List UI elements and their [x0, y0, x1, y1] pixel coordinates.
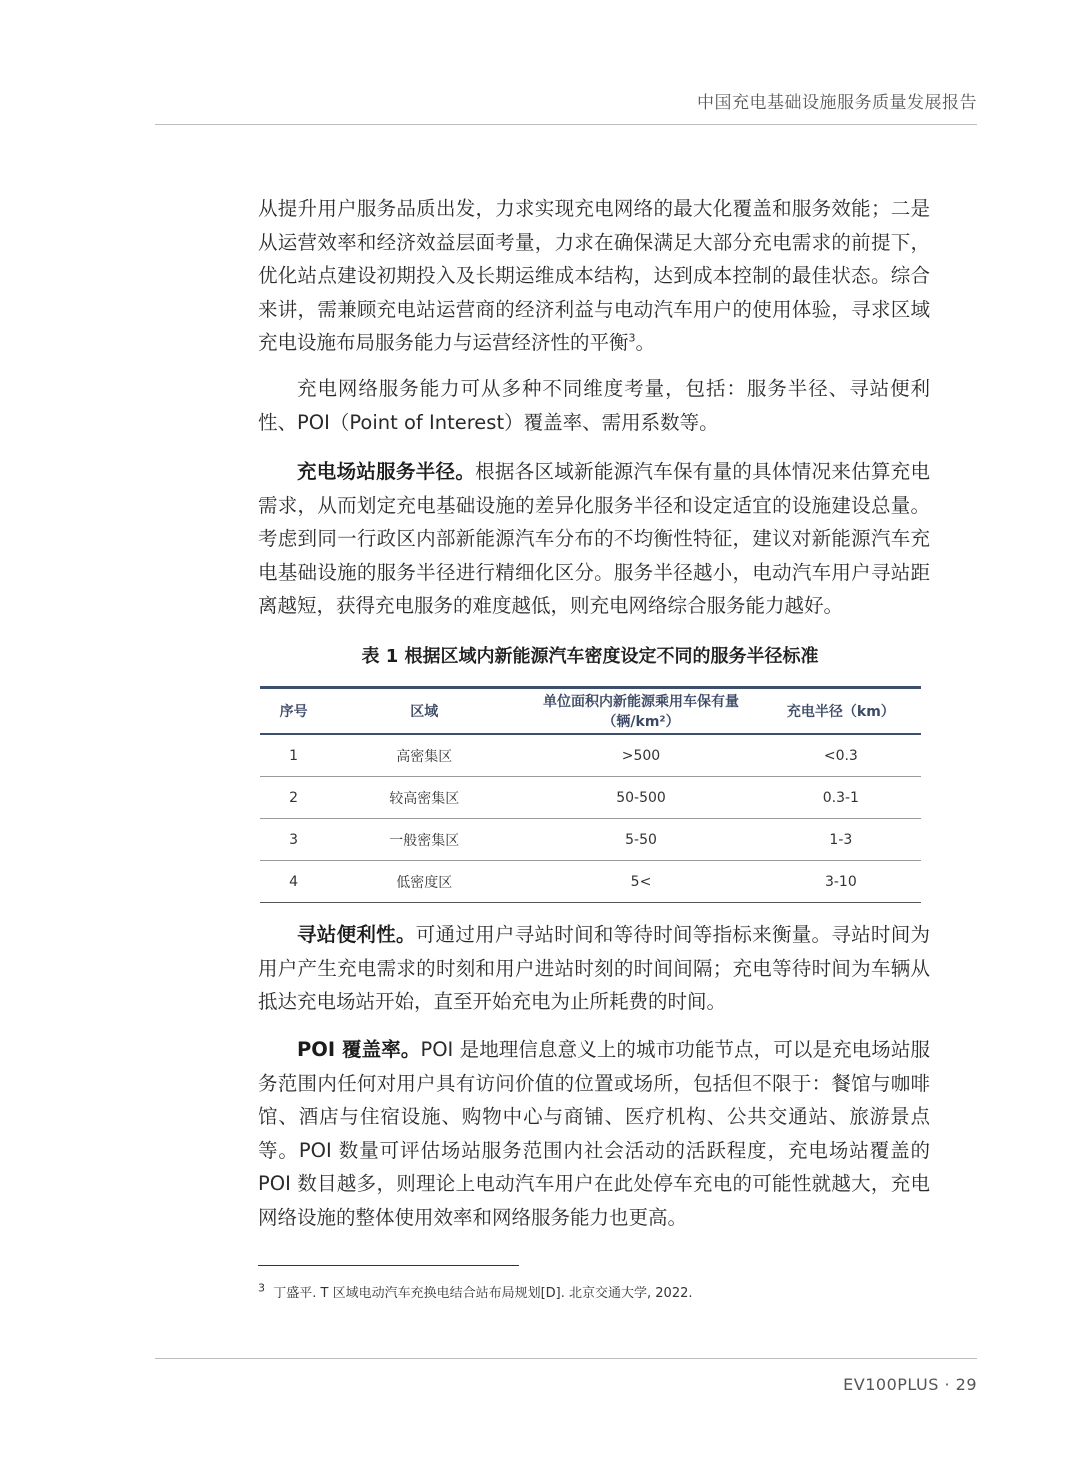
cell-radius: 0.3-1 [761, 777, 921, 819]
table-row [260, 777, 921, 819]
cell-density: >500 [521, 734, 760, 777]
paragraph-station-finding [258, 918, 930, 1019]
paragraph-continuation [258, 192, 930, 360]
header-index: 序号 [260, 688, 327, 735]
cell-area: 高密集区 [327, 734, 521, 777]
cell-index: 2 [260, 777, 327, 819]
header-divider [155, 124, 977, 125]
paragraph-text: 根据各区域新能源汽车保有量的具体情况来估算充电需求，从而划定充电基础设施的差异化服务半径和设定适宜的设施建设总量。考虑到同一行政区内部新能源汽车分布的不均衡性特征，建议对新能源汽车充电基础设施的服务半径进行精细化区分。服务半径越小，电动汽车用户寻站距离越短，获得充电服务的难度越低，则充电网络综合服务能力越好。 [258, 460, 930, 617]
cell-index: 3 [260, 819, 327, 861]
footnote-reference[interactable]: 3 [628, 331, 636, 345]
paragraph-text: 充电网络服务能力可从多种不同维度考量，包括：服务半径、寻站便利性、POI（Point of Interest）覆盖率、需用系数等。 [258, 377, 930, 434]
footnote-text: 丁盛平. T 区域电动汽车充换电结合站布局规划[D]. 北京交通大学, 2022. [273, 1286, 693, 1301]
table-row [260, 861, 921, 903]
footer-divider [155, 1358, 977, 1359]
cell-index: 1 [260, 734, 327, 777]
footnote-marker: 3 [258, 1281, 265, 1295]
paragraph-text: 可通过用户寻站时间和等待时间等指标来衡量。寻站时间为用户产生充电需求的时刻和用户进站时刻的时间间隔；充电等待时间为车辆从抵达充电场站开始，直至开始充电为止所耗费的时间。 [258, 923, 930, 1013]
cell-radius: <0.3 [761, 734, 921, 777]
paragraph-heading: 充电场站服务半径。 [297, 460, 476, 483]
cell-area: 一般密集区 [327, 819, 521, 861]
service-radius-table [260, 686, 921, 903]
cell-area: 较高密集区 [327, 777, 521, 819]
footnote-divider [258, 1265, 519, 1266]
table-row [260, 819, 921, 861]
paragraph-service-radius [258, 455, 930, 623]
paragraph-heading: 寻站便利性。 [297, 923, 416, 946]
header-radius: 充电半径（km） [761, 688, 921, 735]
header-density: 单位面积内新能源乘用车保有量（辆/km²） [521, 688, 760, 735]
footnote [258, 1282, 693, 1301]
page-header-title: 中国充电基础设施服务质量发展报告 [697, 93, 977, 113]
paragraph-text: POI 是地理信息意义上的城市功能节点，可以是充电场站服务范围内任何对用户具有访问价值的位置或场所，包括但不限于：餐馆与咖啡馆、酒店与住宿设施、购物中心与商铺、医疗机构、公共交通站、旅游景点等。POI 数量可评估场站服务范围内社会活动的活跃程度，充电场站覆盖的 POI 数目越多，则理论上电动汽车用户在此处停车充电的可能性就越大，充电网络设施的整体使用效率和网络服务能力也更高。 [258, 1038, 930, 1229]
table-header-row [260, 688, 921, 735]
cell-radius: 3-10 [761, 861, 921, 903]
cell-density: 50-500 [521, 777, 760, 819]
table-caption: 表 1 根据区域内新能源汽车密度设定不同的服务半径标准 [361, 646, 819, 667]
header-area: 区域 [327, 688, 521, 735]
paragraph-poi-coverage [258, 1033, 930, 1234]
table-row [260, 734, 921, 777]
cell-index: 4 [260, 861, 327, 903]
page-footer: EV100PLUS · 29 [843, 1375, 977, 1394]
cell-area: 低密度区 [327, 861, 521, 903]
cell-density: 5-50 [521, 819, 760, 861]
paragraph-text: 从提升用户服务品质出发，力求实现充电网络的最大化覆盖和服务效能；二是从运营效率和经济效益层面考量，力求在确保满足大部分充电需求的前提下，优化站点建设初期投入及长期运维成本结构，达到成本控制的最佳状态。综合来讲，需兼顾充电站运营商的经济利益与电动汽车用户的使用体验，寻求区域充电设施布局服务能力与运营经济性的平衡 [258, 197, 930, 354]
paragraph-dimensions [258, 372, 930, 439]
cell-density: 5< [521, 861, 760, 903]
cell-radius: 1-3 [761, 819, 921, 861]
paragraph-end: 。 [635, 331, 656, 354]
paragraph-heading: POI 覆盖率。 [297, 1038, 421, 1061]
